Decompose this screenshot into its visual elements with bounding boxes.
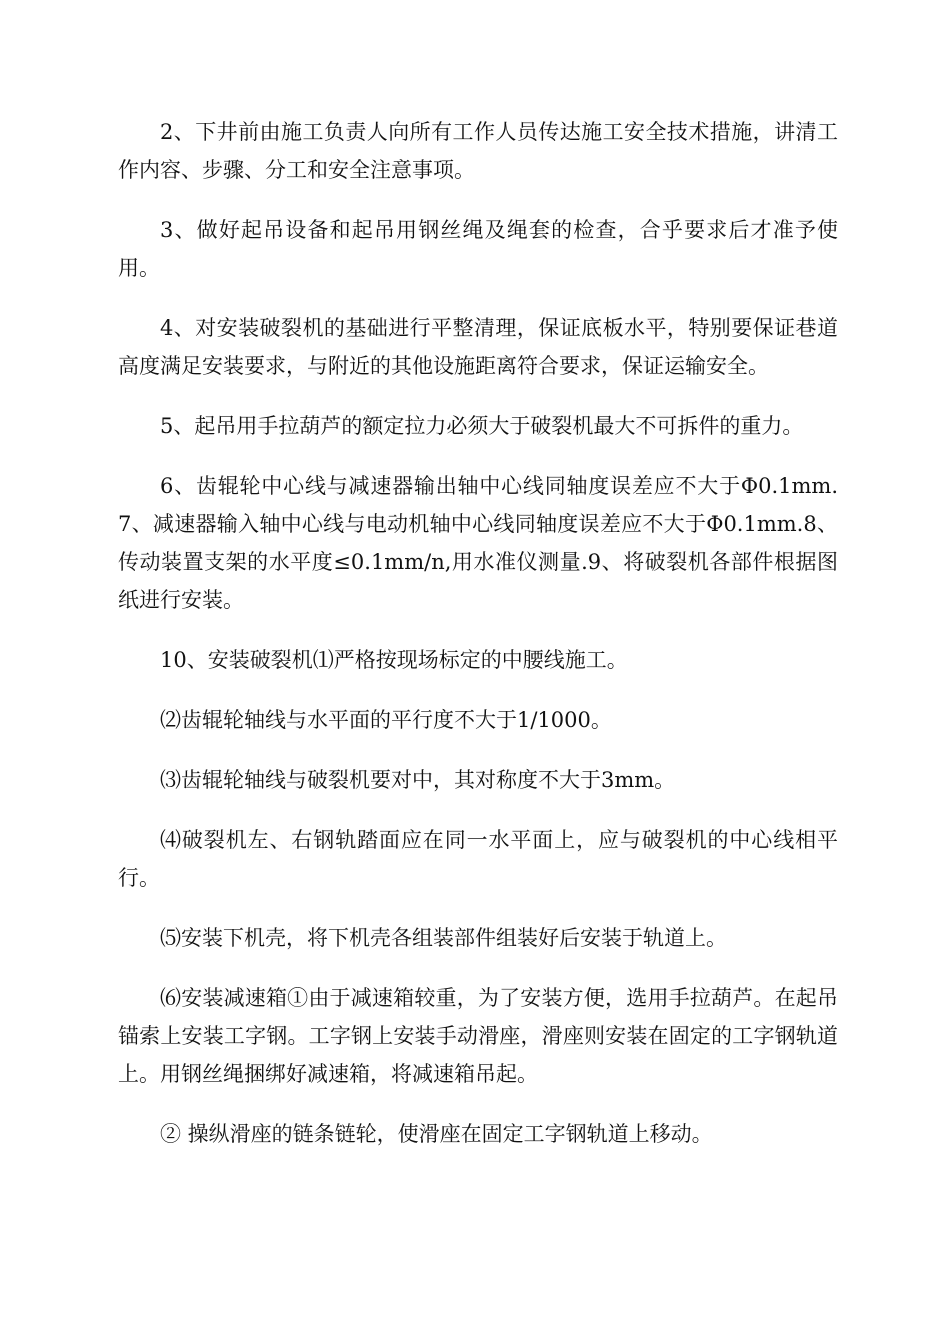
paragraph-substep-4: ⑷破裂机左、右钢轨踏面应在同一水平面上，应与破裂机的中心线相平行。 xyxy=(118,828,838,890)
paragraph-substep-6-2: ② 操纵滑座的链条链轮，使滑座在固定工字钢轨道上移动。 xyxy=(160,1122,713,1146)
paragraph-step-10: 10、安装破裂机⑴严格按现场标定的中腰线施工。 xyxy=(160,648,628,672)
paragraph-substep-5: ⑸安装下机壳，将下机壳各组装部件组装好后安装于轨道上。 xyxy=(160,926,727,950)
paragraph-step-2: 2、下井前由施工负责人向所有工作人员传达施工安全技术措施，讲清工作内容、步骤、分工和安全注意事项。 xyxy=(118,120,838,182)
paragraph-step-4: 4、对安装破裂机的基础进行平整清理，保证底板水平，特别要保证巷道高度满足安装要求，与附近的其他设施距离符合要求，保证运输安全。 xyxy=(118,316,838,378)
paragraph-substep-2: ⑵齿辊轮轴线与水平面的平行度不大于1/1000。 xyxy=(160,708,612,732)
paragraph-step-3: 3、做好起吊设备和起吊用钢丝绳及绳套的检查，合乎要求后才准予使用。 xyxy=(118,218,838,280)
paragraph-substep-3: ⑶齿辊轮轴线与破裂机要对中，其对称度不大于3mm。 xyxy=(160,768,676,792)
paragraph-step-5: 5、起吊用手拉葫芦的额定拉力必须大于破裂机最大不可拆件的重力。 xyxy=(160,414,804,438)
paragraph-step-6-9: 6、齿辊轮中心线与减速器输出轴中心线同轴度误差应不大于Φ0.1mm.7、减速器输入轴中心线与电动机轴中心线同轴度误差应不大于Φ0.1mm.8、传动装置支架的水平度≤0.1mm/n,用水准仪测量.9、将破裂机各部件根据图纸进行安装。 xyxy=(118,474,838,612)
paragraph-substep-6: ⑹安装减速箱①由于减速箱较重，为了安装方便，选用手拉葫芦。在起吊锚索上安装工字钢。工字钢上安装手动滑座，滑座则安装在固定的工字钢轨道上。用钢丝绳捆绑好减速箱，将减速箱吊起。 xyxy=(118,986,838,1086)
